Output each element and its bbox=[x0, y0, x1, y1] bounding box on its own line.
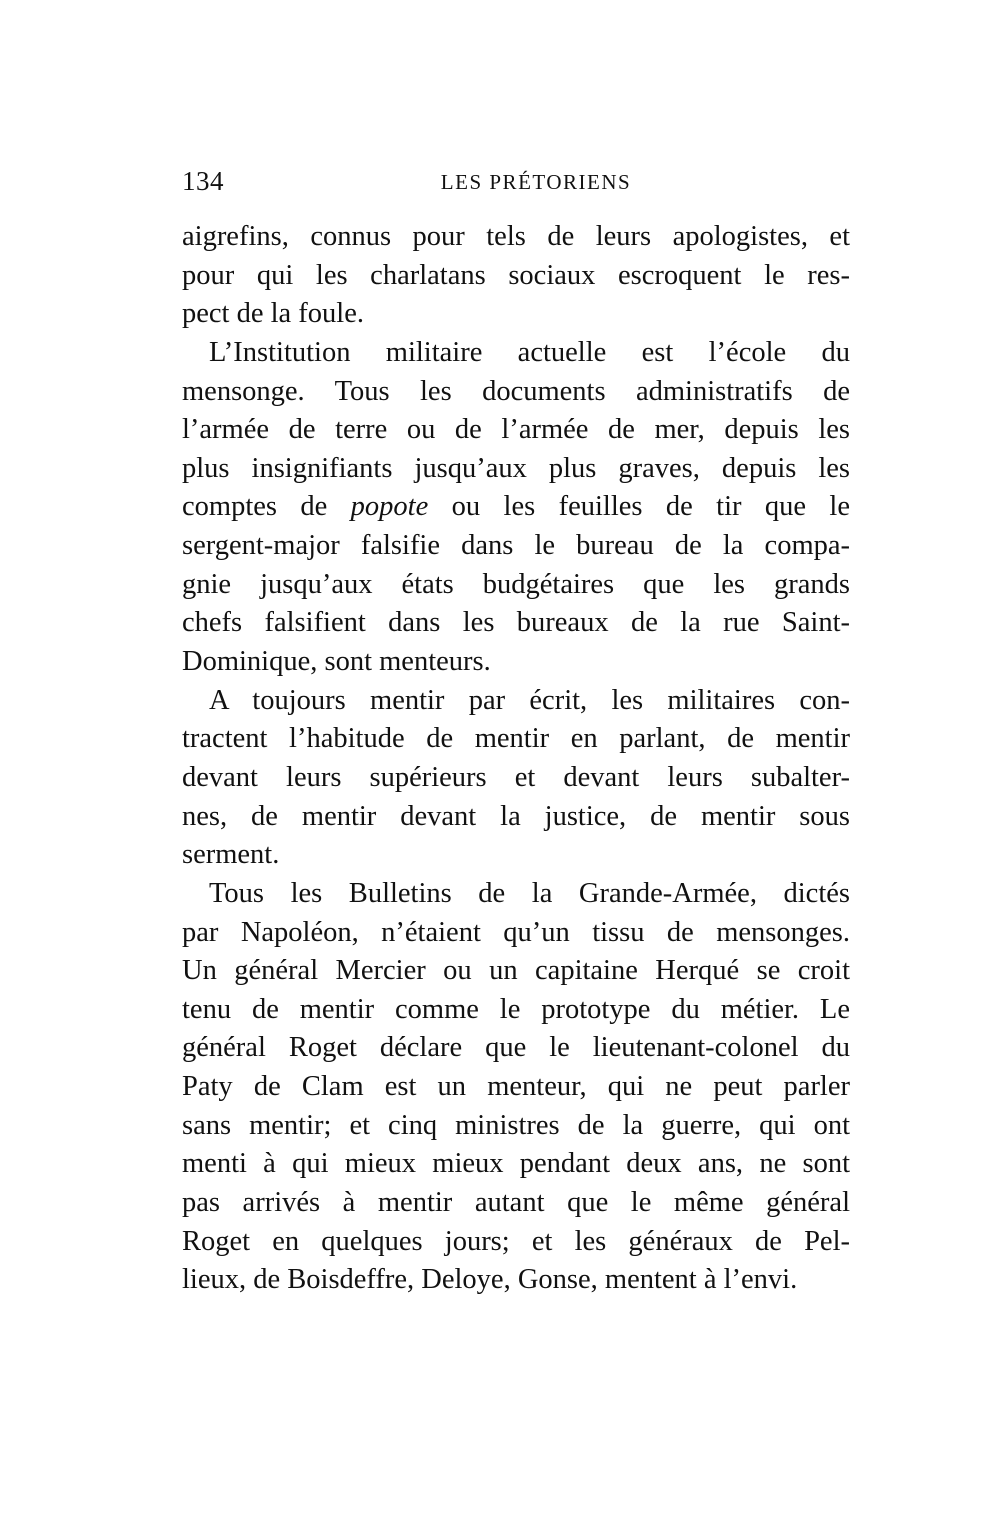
text-line: l’armée de terre ou de l’armée de mer, depuis les bbox=[182, 414, 850, 446]
text-line: sans mentir; et cinq ministres de la guerre, qui ont bbox=[182, 1109, 850, 1141]
text-line: plus insignifiants jusqu’aux plus graves, depuis les bbox=[182, 452, 850, 484]
text-line: sergent-major falsifie dans le bureau de la compa- bbox=[182, 530, 850, 562]
body-text bbox=[182, 218, 850, 1300]
text-line: menti à qui mieux mieux pendant deux ans, ne sont bbox=[182, 1148, 850, 1180]
text-line-with-italic: comptes de popote ou les feuilles de tir que le bbox=[182, 491, 850, 523]
text-line: mensonge. Tous les documents administratifs de bbox=[182, 375, 850, 407]
text-line: devant leurs supérieurs et devant leurs subalter- bbox=[182, 761, 850, 793]
text-line: aigrefins, connus pour tels de leurs apologistes, et bbox=[182, 221, 850, 252]
text-line: général Roget déclare que le lieutenant-colonel du bbox=[182, 1032, 850, 1064]
text-line: L’Institution militaire actuelle est l’école du bbox=[209, 336, 850, 368]
text-line: tenu de mentir comme le prototype du métier. Le bbox=[182, 993, 850, 1025]
text-line: Roget en quelques jours; et les généraux de Pel- bbox=[182, 1225, 850, 1257]
text-line: Tous les Bulletins de la Grande-Armée, dictés bbox=[209, 877, 850, 909]
text-line: serment. bbox=[182, 839, 280, 871]
text-line: pour qui les charlatans sociaux escroquent le res- bbox=[182, 259, 850, 291]
text-line: tractent l’habitude de mentir en parlant, de mentir bbox=[182, 723, 850, 755]
text-line: Paty de Clam est un menteur, qui ne peut parler bbox=[182, 1071, 850, 1103]
text-line: lieux, de Boisdeffre, Deloye, Gonse, mentent à l’envi. bbox=[182, 1264, 798, 1296]
text-line: chefs falsifient dans les bureaux de la rue Saint- bbox=[182, 607, 850, 639]
text-line: pas arrivés à mentir autant que le même général bbox=[182, 1187, 850, 1219]
text-line: Un général Mercier ou un capitaine Herqué se croit bbox=[182, 955, 850, 987]
running-head bbox=[182, 166, 850, 200]
italic-word: popote bbox=[350, 491, 429, 523]
text-line: pect de la foule. bbox=[182, 298, 364, 330]
text-line: Dominique, sont menteurs. bbox=[182, 646, 491, 678]
text-line: A toujours mentir par écrit, les militaires con- bbox=[209, 684, 850, 716]
page-number: 134 bbox=[182, 166, 224, 196]
text-line: gnie jusqu’aux états budgétaires que les grands bbox=[182, 568, 850, 600]
text-line: nes, de mentir devant la justice, de mentir sous bbox=[182, 800, 850, 832]
running-title: LES PRÉTORIENS bbox=[440, 170, 632, 194]
text-line: par Napoléon, n’étaient qu’un tissu de mensonges. bbox=[182, 916, 850, 948]
